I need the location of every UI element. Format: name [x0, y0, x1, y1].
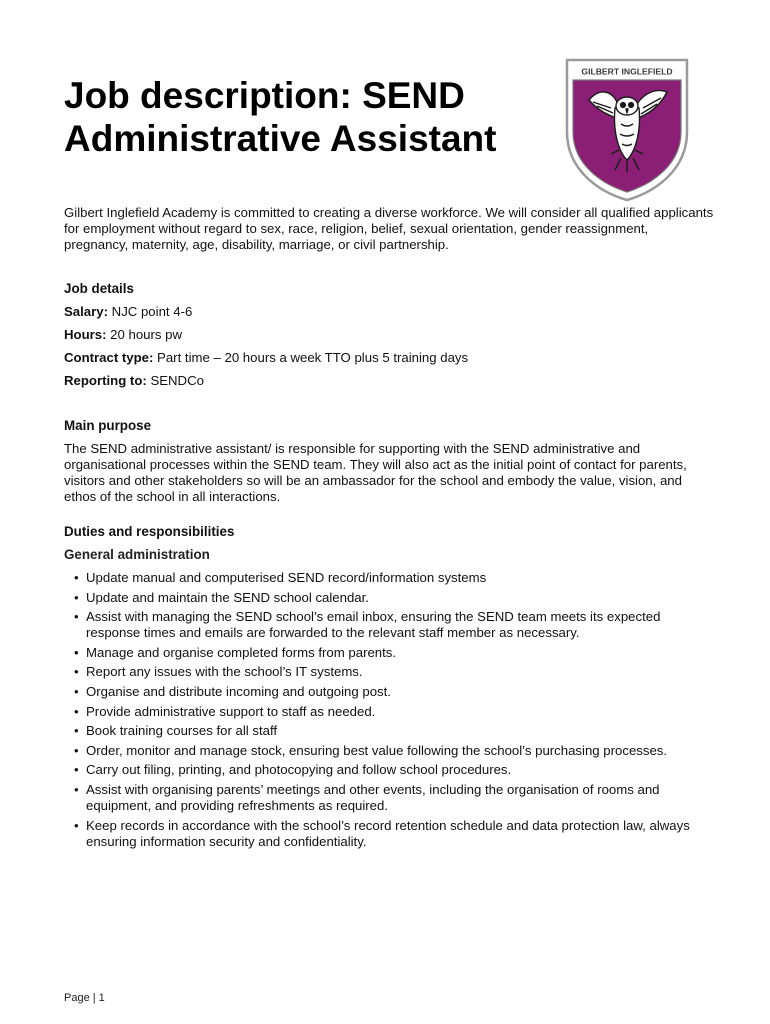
page-number: Page | 1	[64, 992, 105, 1004]
detail-row-contract-type	[64, 350, 714, 366]
list-item-text: Assist with managing the SEND school’s email inbox, ensuring the SEND team meets its expected response times and emails are forwarded to the relevant staff member as necessary.	[86, 609, 661, 641]
general-administration-subheading: General administration	[64, 547, 210, 562]
list-item-text: Assist with organising parents’ meetings and other events, including the organisation of rooms and equipment, and providing refreshments as required.	[86, 781, 660, 813]
list-item	[64, 570, 714, 586]
list-item-text: Book training courses for all staff	[86, 723, 278, 739]
duties-heading: Duties and responsibilities	[64, 524, 235, 539]
page-title: Job description: SEND Administrative Assistant	[64, 75, 497, 159]
main-purpose-text: The SEND administrative assistant/ is responsible for supporting with the SEND administrative and organisational processes within the SEND team. They will also act as the initial point of contact for parents, visitors and other stakeholders so will be an ambassador for the school and embody the value, vision, and ethos of the school in all interactions.	[64, 441, 687, 504]
list-item-text: Provide administrative support to staff as needed.	[86, 703, 376, 719]
list-item	[64, 723, 714, 739]
detail-row-hours	[64, 327, 714, 343]
detail-label: Reporting to:	[64, 373, 147, 388]
list-item	[64, 743, 714, 759]
bullet-icon: •	[74, 817, 79, 833]
list-item-text: Keep records in accordance with the school’s record retention schedule and data protection law, always ensuring information security and confidentiality.	[86, 817, 690, 849]
main-purpose-section	[64, 418, 714, 505]
page-footer	[64, 991, 105, 1005]
detail-label: Hours:	[64, 327, 107, 342]
list-item	[64, 609, 714, 641]
detail-row-salary	[64, 304, 714, 320]
detail-value: NJC point 4-6	[108, 304, 193, 319]
duties-list	[64, 570, 714, 850]
list-item-text: Carry out filing, printing, and photocopying and follow school procedures.	[86, 762, 512, 778]
list-item-text: Organise and distribute incoming and outgoing post.	[86, 683, 391, 699]
detail-value: Part time – 20 hours a week TTO plus 5 training days	[153, 350, 469, 365]
list-item-text: Report any issues with the school’s IT systems.	[86, 664, 363, 680]
list-item-text: Manage and organise completed forms from parents.	[86, 644, 397, 660]
logo-text: GILBERT INGLEFIELD	[581, 66, 673, 77]
bullet-icon: •	[74, 570, 79, 585]
bullet-icon: •	[74, 762, 79, 778]
detail-row-reporting-to	[64, 373, 714, 389]
list-item	[64, 645, 714, 661]
list-item	[64, 762, 714, 778]
list-item	[64, 664, 714, 680]
bullet-icon: •	[74, 683, 79, 699]
school-logo	[565, 58, 689, 202]
main-purpose-heading: Main purpose	[64, 418, 152, 433]
intro-paragraph: Gilbert Inglefield Academy is committed to creating a diverse workforce. We will consider all qualified applicants for employment without regard to sex, race, religion, belief, sexual orientation, gender reassignment, pregnancy, maternity, age, disability, marriage, or civil partnership.	[64, 205, 714, 252]
list-item	[64, 782, 714, 814]
bullet-icon: •	[74, 664, 79, 680]
detail-value: SENDCo	[146, 373, 204, 388]
duties-section	[64, 524, 714, 853]
bullet-icon: •	[74, 723, 79, 739]
list-item	[64, 704, 714, 720]
job-details-heading: Job details	[64, 281, 134, 296]
list-item	[64, 590, 714, 606]
list-item-text: Update manual and computerised SEND record/information systems	[86, 570, 487, 585]
detail-value: 20 hours pw	[106, 327, 183, 342]
bullet-icon: •	[74, 742, 79, 758]
list-item-text: Update and maintain the SEND school calendar.	[86, 589, 369, 605]
bullet-icon: •	[74, 609, 79, 625]
job-details-section	[64, 281, 714, 389]
detail-label: Contract type:	[64, 350, 154, 365]
detail-label: Salary:	[64, 304, 108, 319]
list-item	[64, 818, 714, 850]
bullet-icon: •	[74, 644, 79, 660]
bullet-icon: •	[74, 703, 79, 719]
list-item	[64, 684, 714, 700]
list-item-text: Order, monitor and manage stock, ensuring best value following the school’s purchasing processes.	[86, 742, 668, 758]
bullet-icon: •	[74, 589, 79, 605]
bullet-icon: •	[74, 781, 79, 797]
